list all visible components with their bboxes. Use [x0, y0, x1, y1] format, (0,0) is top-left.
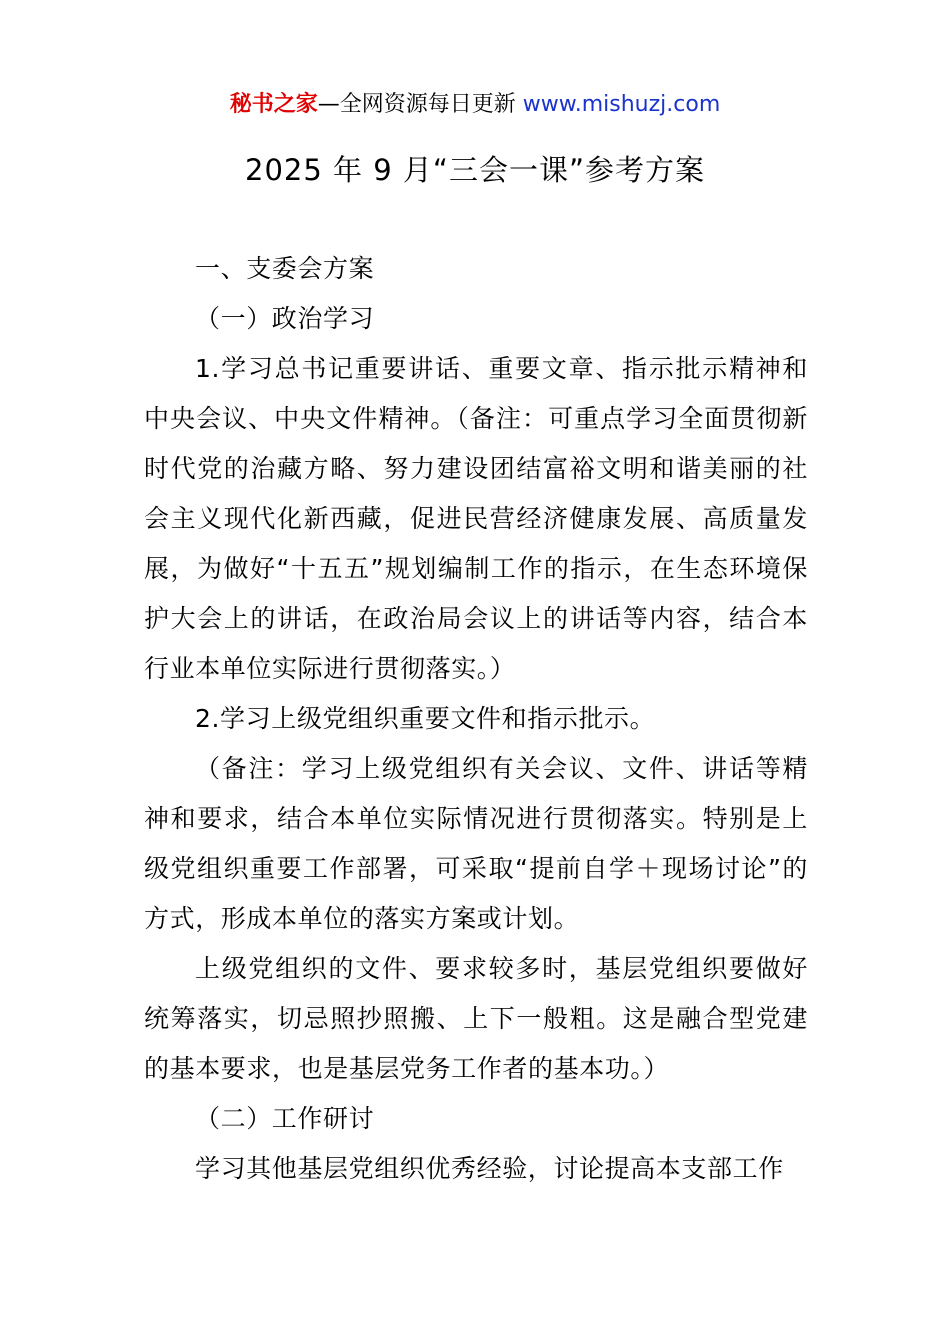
- header-tagline: —全网资源每日更新: [317, 92, 523, 117]
- section-heading: 一、支委会方案: [195, 254, 375, 283]
- header-url-link[interactable]: www.mishuzj.com: [522, 92, 721, 117]
- subsection-heading: （一）政治学习: [195, 304, 375, 333]
- subsection-heading: （二）工作研讨: [195, 1104, 375, 1133]
- body-paragraph: 学习其他基层党组织优秀经验，讨论提高本支部工作: [195, 1154, 784, 1183]
- body-paragraph: 上级党组织的文件、要求较多时，基层党组织要做好统筹落实，切忌照抄照搬、上下一般粗。这是融合型党建的基本要求，也是基层党务工作者的基本功。）: [144, 954, 808, 1083]
- document-title: 2025 年 9 月“三会一课”参考方案: [245, 153, 705, 187]
- body-paragraph: 1.学习总书记重要讲话、重要文章、指示批示精神和中央会议、中央文件精神。（备注：可重点学习全面贯彻新时代党的治藏方略、努力建设团结富裕文明和谐美丽的社会主义现代化新西藏，促进民营经济健康发展、高质量发展，为做好“十五五”规划编制工作的指示，在生态环境保护大会上的讲话，在政治局会议上的讲话等内容，结合本行业本单位实际进行贯彻落实。）: [144, 354, 808, 683]
- body-paragraph: 2.学习上级党组织重要文件和指示批示。: [195, 704, 656, 733]
- brand-name: 秘书之家: [229, 92, 318, 117]
- site-header: [0, 88, 950, 122]
- document-body: [144, 244, 808, 1194]
- body-paragraph: （备注：学习上级党组织有关会议、文件、讲话等精神和要求，结合本单位实际情况进行贯彻落实。特别是上级党组织重要工作部署，可采取“提前自学＋现场讨论”的方式，形成本单位的落实方案或计划。: [144, 754, 808, 933]
